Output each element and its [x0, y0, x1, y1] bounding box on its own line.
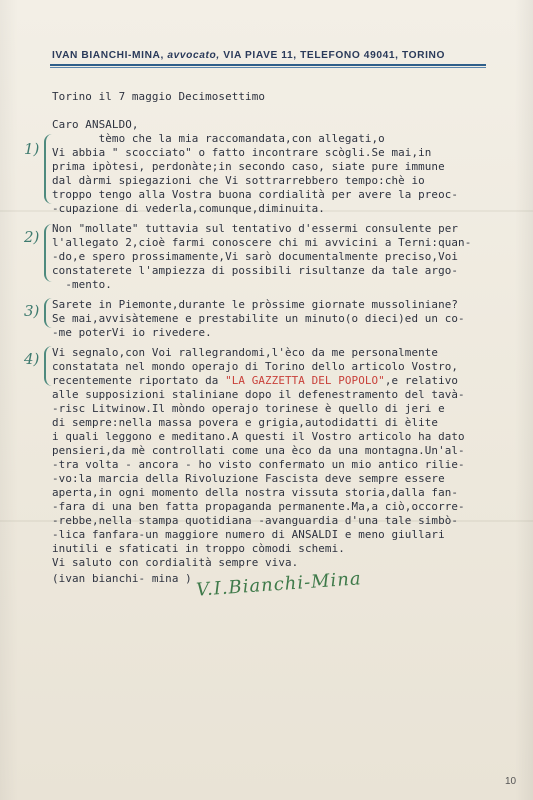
body-line-with-highlight	[52, 374, 458, 389]
body-line: constaterete l'ampiezza di possibili risultanze da tale argo-	[52, 264, 459, 277]
body-line: tèmo che la mia raccomandata,con allegati,o	[52, 132, 385, 145]
closing-line: Vi saluto con cordialità sempre viva.	[52, 556, 299, 569]
body-line: alle supposizioni staliniane dopo il defenestramento del tavà-	[52, 388, 465, 401]
body-line: -mento.	[52, 278, 112, 291]
body-line: Vi segnalo,con Voi rallegrandomi,l'èco da me personalmente	[52, 346, 439, 359]
body-line: -rebbe,nella stampa quotidiana -avanguardia d'una tale simbò-	[52, 514, 459, 527]
body-line: -lica fanfara-un maggiore numero di ANSALDI e meno giullari	[52, 528, 445, 541]
margin-marker: 1)	[24, 140, 40, 158]
letterhead-name: IVAN BIANCHI-MINA,	[52, 50, 164, 61]
body-line: -cupazione di vederla,comunque,diminuita.	[52, 202, 325, 215]
date-line: Torino il 7 maggio Decimosettimo	[52, 90, 266, 103]
margin-bracket	[44, 224, 52, 282]
salutation: Caro ANSALDO,	[52, 118, 139, 131]
margin-marker: 2)	[24, 228, 40, 246]
body-line: -tra volta - ancora - ho visto confermato un mio antico rilie-	[52, 458, 465, 471]
margin-bracket	[44, 134, 52, 204]
body-line: -risc Litwinow.Il mòndo operajo torinese è quello di jeri e	[52, 402, 445, 415]
typed-signature: (ivan bianchi- mina )	[52, 572, 192, 585]
body-line: recentemente riportato da	[52, 374, 226, 387]
body-line: Non "mollate" tuttavia sul tentativo d'essermi consulente per	[52, 222, 459, 235]
letterhead-address: VIA PIAVE 11, TELEFONO 49041, TORINO	[223, 50, 446, 61]
body-line: di sempre:nella massa povera e grigia,autodidatti di èlite	[52, 416, 439, 429]
letterhead-role: avvocato,	[167, 50, 220, 61]
body-line: Vi abbia " scocciato" o fatto incontrare scògli.Se mai,in	[52, 146, 432, 159]
body-line: -vo:la marcia della Rivoluzione Fascista deve sempre essere	[52, 472, 445, 485]
body-line: inutili e sfaticati in troppo còmodi schemi.	[52, 542, 345, 555]
body-line: -fara di una ben fatta propaganda permanente.Ma,a ciò,occorre-	[52, 500, 465, 513]
body-line: prima ipòtesi, perdonàte;in secondo caso, siate pure immune	[52, 160, 445, 173]
body-line: -me poterVi io rivedere.	[52, 326, 212, 339]
body-line: troppo tengo alla Vostra buona cordialità per avere la preoc-	[52, 188, 459, 201]
letterhead-rule	[50, 64, 486, 66]
margin-bracket	[44, 346, 52, 386]
page-number: 10	[505, 776, 517, 787]
newspaper-title: "LA GAZZETTA DEL POPOLO"	[225, 374, 385, 387]
body-line: Se mai,avvisàtemene e prestabilite un minuto(o dieci)ed un co-	[52, 312, 465, 325]
body-line: pensieri,da mè controllati come una èco da una montagna.Un'al-	[52, 444, 465, 457]
letterhead	[52, 50, 484, 61]
body-line: Sarete in Piemonte,durante le pròssime giornate mussoliniane?	[52, 298, 459, 311]
handwritten-signature: V.I.Bianchi-Mina	[195, 568, 363, 601]
body-line: i quali leggono e meditano.A questi il Vostro articolo ha dato	[52, 430, 465, 443]
body-line-tail: ,e relativo	[384, 374, 459, 387]
body-line: dal dàrmi spiegazioni che Vi sottrarrebbero tempo:chè io	[52, 174, 425, 187]
body-line: l'allegato 2,cioè farmi conoscere chi mi avvicini a Terni:quan-	[52, 236, 472, 249]
margin-bracket	[44, 298, 52, 328]
margin-marker: 4)	[24, 350, 40, 368]
body-line: constatata nel mondo operajo di Torino dello articolo Vostro,	[52, 360, 459, 373]
letterhead-rule-thin	[50, 67, 486, 68]
body-line: -do,e spero prossimamente,Vi sarò documentalmente preciso,Voi	[52, 250, 459, 263]
body-line: aperta,in ogni momento della nostra vissuta storia,dalla fan-	[52, 486, 459, 499]
margin-marker: 3)	[24, 302, 40, 320]
